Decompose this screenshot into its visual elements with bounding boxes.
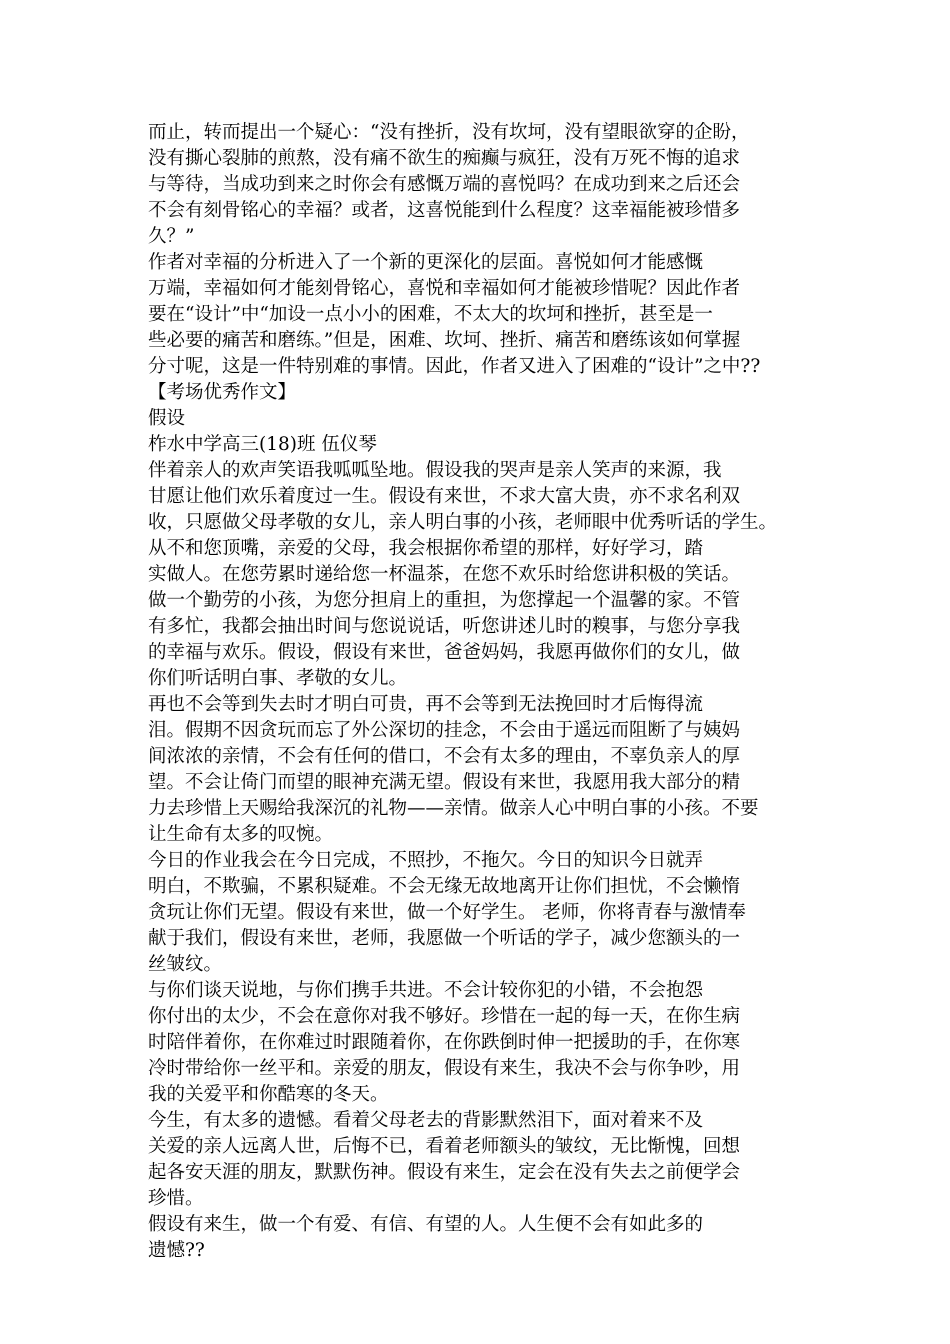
text-line: 你付出的太少，不会在意你对我不够好。珍惜在一起的每一天，在你生病 (148, 1006, 741, 1027)
text-line: 力去珍惜上天赐给我深沉的礼物——亲情。做亲人心中明白事的小孩。不要 (148, 798, 759, 819)
text-line: 遗憾?? (148, 1240, 205, 1261)
text-line: 实做人。在您劳累时递给您一杯温茶，在您不欢乐时给您讲积极的笑话。 (148, 564, 741, 585)
text-line: 你们听话明白事、孝敬的女儿。 (148, 668, 408, 689)
text-line: 望。不会让倚门而望的眼神充满无望。假设有来世，我愿用我大部分的精 (148, 772, 741, 793)
text-line: 与你们谈天说地，与你们携手共进。不会计较你犯的小错，不会抱怨 (148, 980, 704, 1001)
text-line: 不会有刻骨铭心的幸福？或者，这喜悦能到什么程度？这幸福能被珍惜多 (148, 200, 741, 221)
section-heading: 【考场优秀作文】 (148, 382, 297, 403)
text-line: 明白，不欺骗，不累积疑难。不会无缘无故地离开让你们担忧，不会懒惰 (148, 876, 741, 897)
text-line: 贪玩让你们无望。假设有来世，做一个好学生。 老师，你将青春与激情奉 (148, 902, 746, 923)
text-line: 做一个勤劳的小孩，为您分担肩上的重担，为您撑起一个温馨的家。不管 (148, 590, 741, 611)
text-line: 伴着亲人的欢声笑语我呱呱坠地。假设我的哭声是亲人笑声的来源，我 (148, 460, 722, 481)
text-line: 泪。假期不因贪玩而忘了外公深切的挂念，不会由于遥远而阻断了与姨妈 (148, 720, 741, 741)
essay-title: 假设 (148, 408, 186, 429)
text-line: 没有撕心裂肺的煎熬，没有痛不欲生的痴癫与疯狂，没有万死不悔的追求 (148, 148, 741, 169)
text-line: 分寸呢，这是一件特别难的事情。因此，作者又进入了困难的“设计”之中?? (148, 356, 761, 377)
text-line: 让生命有太多的叹惋。 (148, 824, 334, 845)
text-line: 冷时带给你一丝平和。亲爱的朋友，假设有来生，我决不会与你争吵，用 (148, 1058, 741, 1079)
text-line: 我的关爱平和你酷寒的冬天。 (148, 1084, 389, 1105)
essay-author: 柞水中学高三(18)班 伍仪琴 (148, 434, 377, 455)
text-line: 今日的作业我会在今日完成，不照抄，不拖欠。今日的知识今日就弄 (148, 850, 704, 871)
text-line: 从不和您顶嘴，亲爱的父母，我会根据你希望的那样，好好学习，踏 (148, 538, 704, 559)
text-line: 作者对幸福的分析进入了一个新的更深化的层面。喜悦如何才能感慨 (148, 252, 704, 273)
text-line: 而止，转而提出一个疑心：“没有挫折，没有坎坷，没有望眼欲穿的企盼， (148, 122, 750, 143)
text-line: 甘愿让他们欢乐着度过一生。假设有来世，不求大富大贵，亦不求名利双 (148, 486, 741, 507)
text-line: 起各安天涯的朋友，默默伤神。假设有来生，定会在没有失去之前便学会 (148, 1162, 741, 1183)
text-line: 今生，有太多的遗憾。看着父母老去的背影默然泪下，面对着来不及 (148, 1110, 704, 1131)
text-line: 有多忙，我都会抽出时间与您说说话，听您讲述儿时的糗事，与您分享我 (148, 616, 741, 637)
text-line: 些必要的痛苦和磨练。”但是，困难、坎坷、挫折、痛苦和磨练该如何掌握 (148, 330, 741, 351)
text-line: 再也不会等到失去时才明白可贵，再不会等到无法挽回时才后悔得流 (148, 694, 704, 715)
text-line: 关爱的亲人远离人世，后悔不已，看着老师额头的皱纹，无比惭愧，回想 (148, 1136, 741, 1157)
text-line: 珍惜。 (148, 1188, 204, 1209)
text-line: 献于我们，假设有来世，老师，我愿做一个听话的学子，减少您额头的一 (148, 928, 741, 949)
text-line: 间浓浓的亲情，不会有任何的借口，不会有太多的理由，不辜负亲人的厚 (148, 746, 741, 767)
text-line: 万端，幸福如何才能刻骨铭心，喜悦和幸福如何才能被珍惜呢？因此作者 (148, 278, 741, 299)
text-line: 收，只愿做父母孝敬的女儿，亲人明白事的小孩，老师眼中优秀听话的学生。 (148, 512, 778, 533)
text-line: 丝皱纹。 (148, 954, 223, 975)
text-line: 的幸福与欢乐。假设，假设有来世，爸爸妈妈，我愿再做你们的女儿，做 (148, 642, 741, 663)
text-line: 与等待，当成功到来之时你会有感慨万端的喜悦吗？在成功到来之后还会 (148, 174, 741, 195)
text-line: 久？” (148, 226, 195, 247)
text-line: 要在“设计”中“加设一点小小的困难，不太大的坎坷和挫折，甚至是一 (148, 304, 713, 325)
text-line: 假设有来生，做一个有爱、有信、有望的人。人生便不会有如此多的 (148, 1214, 704, 1235)
text-line: 时陪伴着你，在你难过时跟随着你，在你跌倒时伸一把援助的手，在你寒 (148, 1032, 741, 1053)
essay-text (148, 120, 808, 1264)
